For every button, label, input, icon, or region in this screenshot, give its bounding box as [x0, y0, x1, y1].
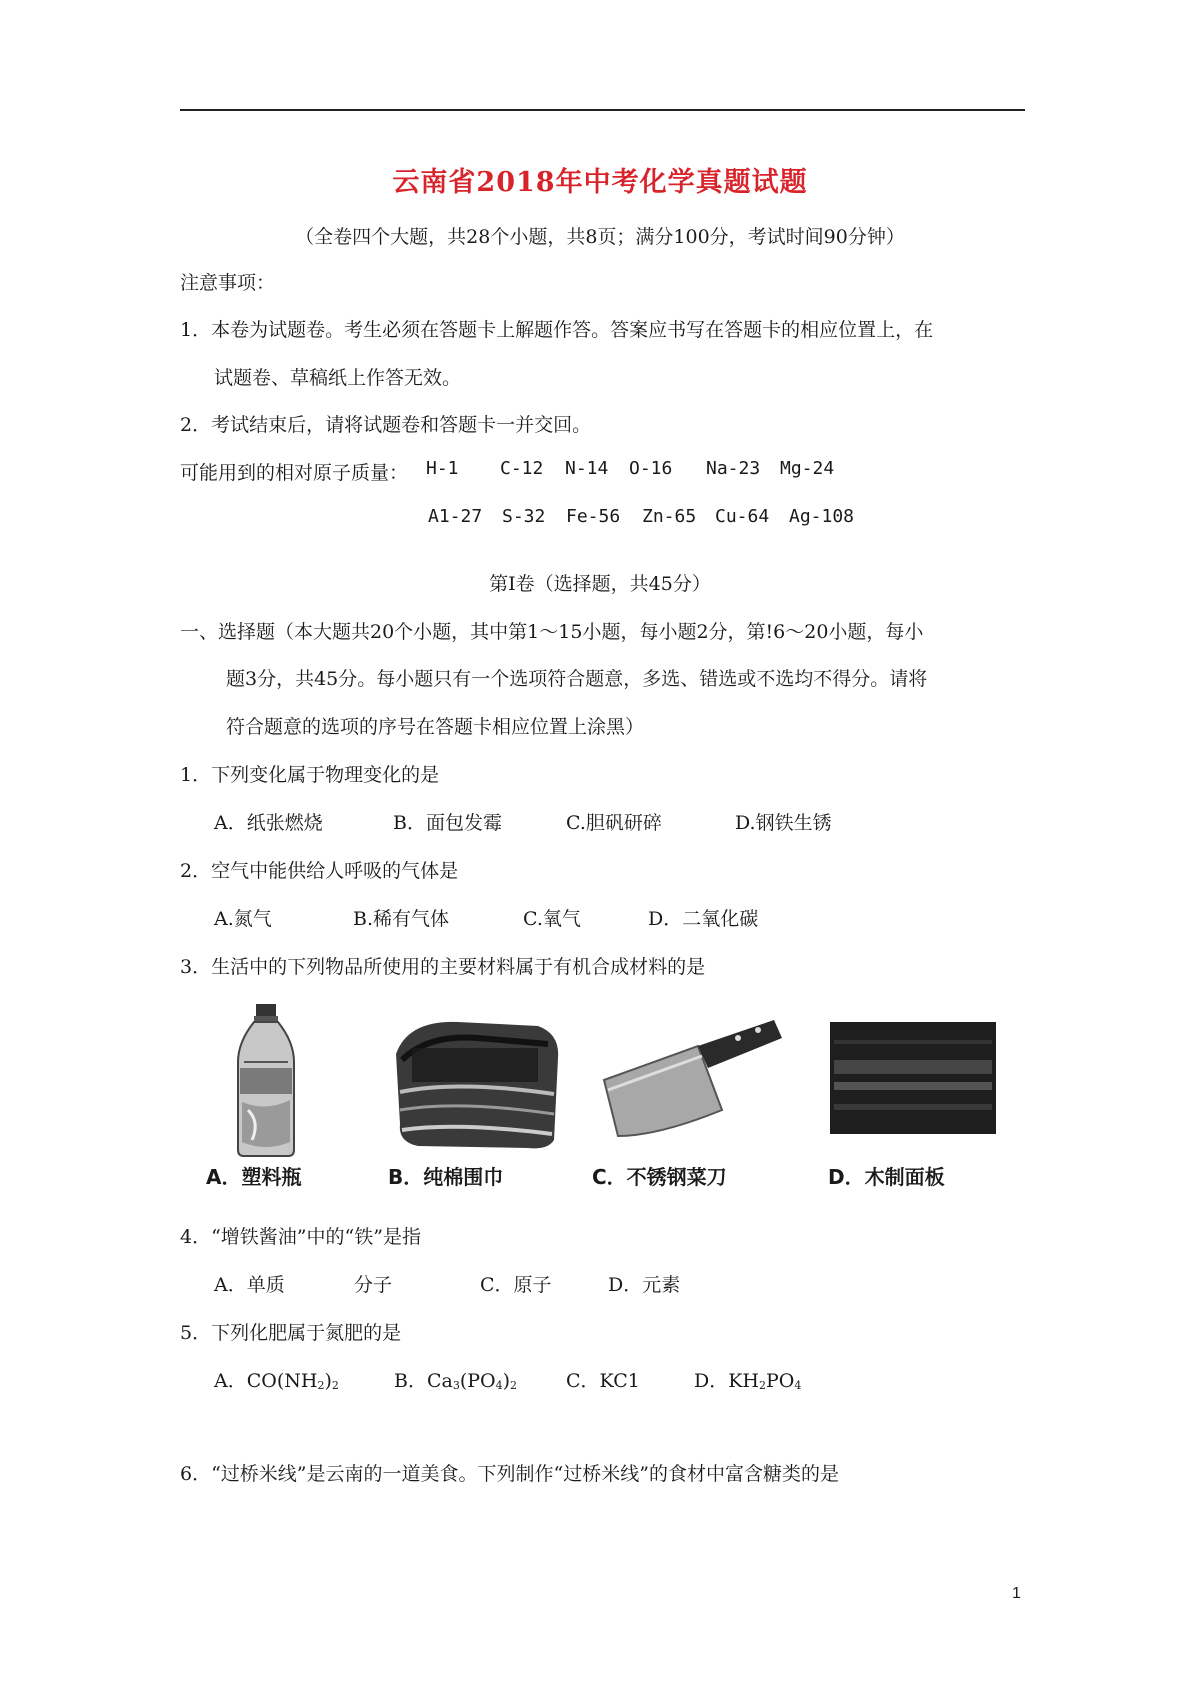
question-2-option-d: D．二氧化碳	[648, 908, 759, 930]
atomic-mass-n: N-14	[565, 458, 609, 479]
plastic-bottle-image	[230, 1002, 302, 1158]
question-5-option-a-end: )	[324, 1370, 332, 1392]
question-5-option-b-sub1: 3	[452, 1379, 460, 1392]
question-5-stem: 5．下列化肥属于氮肥的是	[180, 1322, 402, 1344]
atomic-mass-c: C-12	[500, 458, 544, 479]
question-5-option-d-formula: KH	[728, 1370, 759, 1392]
notice-item-2: 2．考试结束后，请将试题卷和答题卡一并交回。	[180, 414, 592, 436]
atomic-mass-ag: Ag-108	[789, 506, 855, 527]
exam-subtitle: （全卷四个大题，共28个小题，共8页；满分100分，考试时间90分钟）	[295, 226, 905, 248]
question-5-option-b-formula: Ca	[426, 1370, 453, 1392]
part1-instructions-cont-2: 符合题意的选项的序号在答题卡相应位置上涂黑）	[226, 716, 645, 738]
atomic-mass-zn: Zn-65	[642, 506, 697, 527]
cleaver-knife-image	[598, 1016, 784, 1140]
question-5-option-d-sub2: 4	[794, 1379, 802, 1392]
question-5-option-a-prefix: A．	[214, 1370, 247, 1392]
question-3-stem: 3．生活中的下列物品所使用的主要材料属于有机合成材料的是	[180, 956, 706, 978]
question-3-option-c: C．不锈钢菜刀	[592, 1165, 727, 1189]
atomic-mass-mg: Mg-24	[780, 458, 835, 479]
atomic-mass-h: H-1	[426, 458, 459, 479]
question-5-option-d-prefix: D．	[694, 1370, 729, 1392]
question-2-option-b: B.稀有气体	[353, 908, 450, 930]
question-4-stem: 4．“增铁酱油”中的“铁”是指	[180, 1226, 421, 1248]
question-5-option-b	[394, 1366, 517, 1393]
question-2-option-a: A.氮气	[214, 908, 272, 930]
question-4-option-a: A．单质	[214, 1274, 285, 1296]
question-5-option-d-sub1: 2	[759, 1379, 766, 1392]
question-3-option-a: A．塑料瓶	[206, 1165, 302, 1189]
question-3-option-b: B．纯棉围巾	[388, 1165, 504, 1189]
notice-item-1-cont: 试题卷、草稿纸上作答无效。	[214, 367, 462, 389]
question-4-option-b: 分子	[354, 1274, 393, 1296]
part1-instructions: 一、选择题（本大题共20个小题，其中第1～15小题，每小题2分，第!6～20小题，每小	[180, 621, 924, 643]
question-3-option-d: D．木制面板	[828, 1165, 945, 1189]
question-5-option-b-prefix: B．	[394, 1370, 427, 1392]
atomic-mass-cu: Cu-64	[715, 506, 770, 527]
wooden-board-image	[828, 1020, 998, 1136]
atomic-mass-s: S-32	[502, 506, 546, 527]
atomic-mass-na: Na-23	[706, 458, 761, 479]
question-1-stem: 1．下列变化属于物理变化的是	[180, 764, 440, 786]
question-5-option-a-formula: CO(NH	[246, 1370, 318, 1392]
question-1-option-c: C.胆矾研碎	[566, 812, 662, 834]
question-5-option-a-sub1: 2	[317, 1379, 325, 1392]
question-5-option-b-sub3: 2	[510, 1379, 518, 1392]
question-2-stem: 2．空气中能供给人呼吸的气体是	[180, 860, 459, 882]
question-4-option-c: C．原子	[480, 1274, 552, 1296]
question-5-option-c: C．KC1	[566, 1370, 640, 1392]
atomic-mass-fe: Fe-56	[566, 506, 621, 527]
header-rule	[180, 109, 1025, 111]
part1-instructions-cont: 题3分，共45分。每小题只有一个选项符合题意，多选、错选或不选均不得分。请将	[226, 668, 928, 690]
question-5-option-d-mid: PO	[766, 1370, 795, 1392]
atomic-mass-label: 可能用到的相对原子质量：	[180, 462, 409, 484]
question-5-option-a	[214, 1366, 339, 1393]
question-1-option-b: B．面包发霉	[393, 812, 502, 834]
question-1-option-a: A．纸张燃烧	[214, 812, 323, 834]
question-5-option-a-sub2: 2	[331, 1379, 339, 1392]
atomic-mass-o: O-16	[629, 458, 673, 479]
question-5-option-d	[694, 1366, 801, 1393]
cotton-scarf-image	[388, 1014, 564, 1154]
question-5-option-b-end: )	[502, 1370, 511, 1392]
question-1-option-d: D.钢铁生锈	[735, 812, 832, 834]
question-4-option-d: D．元素	[608, 1274, 681, 1296]
question-5-option-b-mid: (PO	[459, 1370, 496, 1392]
notice-item-1: 1．本卷为试题卷。考生必须在答题卡上解题作答。答案应书写在答题卡的相应位置上，在	[180, 319, 934, 341]
page-number: 1	[1012, 1585, 1021, 1602]
question-5-option-b-sub2: 4	[495, 1379, 503, 1392]
notice-heading: 注意事项：	[180, 272, 276, 294]
question-6-stem: 6．“过桥米线”是云南的一道美食。下列制作“过桥米线”的食材中富含糖类的是	[180, 1463, 839, 1485]
atomic-mass-al: A1-27	[428, 506, 483, 527]
page-title: 云南省2018年中考化学真题试题	[392, 167, 808, 198]
question-2-option-c: C.氧气	[523, 908, 581, 930]
section-title: 第Ⅰ卷（选择题，共45分）	[489, 573, 711, 595]
